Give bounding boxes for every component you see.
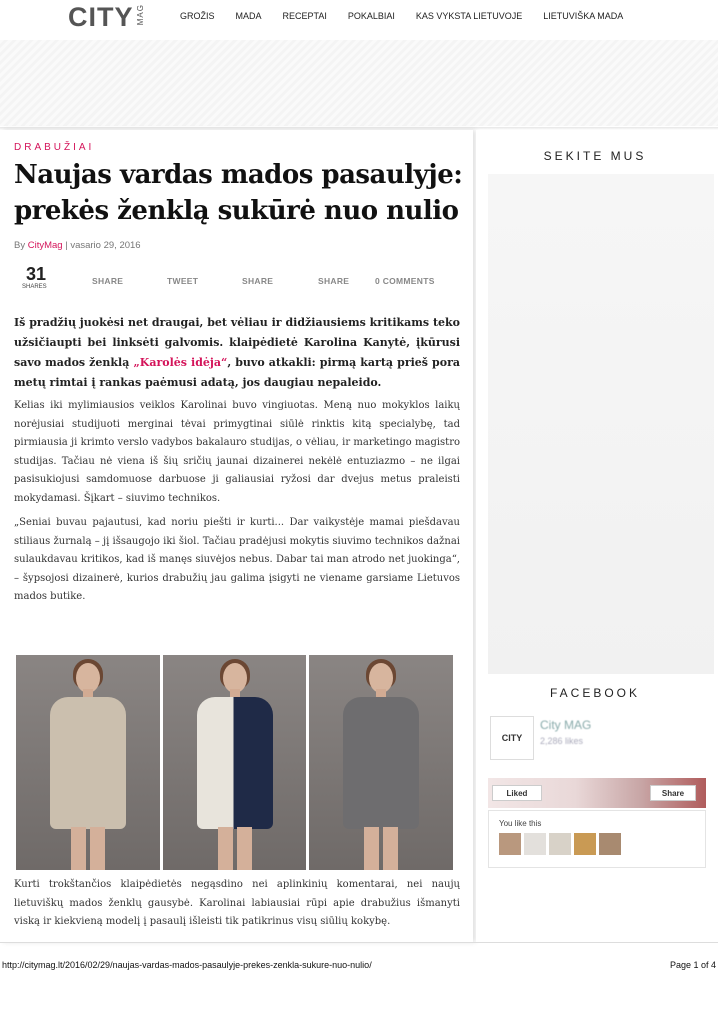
fb-friend-faces (499, 833, 621, 855)
tweet-button[interactable]: TWEET (167, 276, 199, 286)
main-nav (180, 11, 644, 21)
friend-avatar[interactable] (574, 833, 596, 855)
fb-liked-button[interactable] (492, 785, 542, 801)
model-legs (71, 827, 105, 870)
fb-share-button[interactable] (650, 785, 696, 801)
share-facebook-button[interactable]: SHARE (92, 276, 124, 286)
lead-text-start: Iš pradžių juokėsi net draugai, bet vėliau ir didžiausiems kritikams teko užsičiaupti bei linksėti galvomis. klaipėdietė Karolina Kanytė, įkūrusi savo mados ženklą (14, 316, 460, 369)
fb-you-like-text: You like this (499, 819, 542, 828)
fb-like-count: 2,286 likes (540, 736, 584, 746)
nav-item-lietuviska-mada[interactable]: LIETUVIŠKA MADA (543, 11, 624, 21)
byline-prefix: By (14, 240, 28, 251)
friend-avatar[interactable] (524, 833, 546, 855)
friend-avatar[interactable] (599, 833, 621, 855)
article-lead (14, 313, 460, 393)
brand-link[interactable]: „Karolės idėja“ (133, 356, 228, 369)
comments-link[interactable]: 0 COMMENTS (375, 276, 435, 286)
share-count-label: SHARES (22, 284, 47, 290)
share-bar (14, 264, 464, 294)
page-url: http://citymag.lt/2016/02/29/naujas-vardas-mados-pasaulyje-prekes-zenkla-sukure-nuo-nulio/ (2, 960, 372, 970)
article-paragraph-2: „Seniai buvau pajautusi, kad noriu piešti ir kurti... Dar vaikystėje mamai piešdavau stiliaus žurnalą – jį išsaugojo iki šiol. Tačiau pradėjusi mokytis siuvimo technikos dažnai sulaukdavau kritikos, kad iš manęs siuvėjos nebus. Dabar tai man atrodo net juokinga“, – šypsojosi dizainerė, kurios drabužių jau galima įsigyti ne viename garsiame Lietuvos mados butike. (14, 517, 460, 602)
share-google-button[interactable]: SHARE (242, 276, 274, 286)
article-byline (14, 240, 141, 251)
fb-liked-label: Liked (506, 788, 528, 798)
model-legs (218, 827, 252, 870)
dress-photo-grey[interactable] (309, 655, 453, 870)
page-number: Page 1 of 4 (669, 960, 716, 970)
author-link[interactable]: CityMag (27, 240, 63, 251)
nav-item-mada[interactable]: MADA (235, 11, 262, 21)
dress-photo-beige[interactable] (16, 655, 160, 870)
dress-shape (343, 697, 419, 829)
logo-subtext: MAG (135, 4, 145, 26)
dress-shape (50, 697, 126, 829)
sidebar (476, 130, 718, 942)
article-title: Naujas vardas mados pasaulyje: prekės ženklą sukūrė nuo nulio (14, 160, 463, 226)
fb-friends-box (488, 810, 706, 868)
dress-photo-gallery (16, 655, 453, 870)
footer-divider (0, 942, 718, 943)
follow-us-widget (488, 174, 714, 674)
share-count: 31 (26, 264, 47, 284)
logo-text: CITY (68, 2, 134, 32)
lead-text-end: , buvo atkakli: pirmą kartą prieš pora metų rimtai į rankas paėmusi adatą, jos daugiau nepaleido. (14, 356, 461, 389)
friend-avatar[interactable] (549, 833, 571, 855)
site-logo[interactable] (68, 2, 145, 34)
model-legs (364, 827, 398, 870)
article-category[interactable]: DRABUŽIAI (14, 142, 95, 153)
article-paragraph-3: Kurti trokštančios klaipėdietės negąsdino nei aplinkinių komentarai, nei naujų lietuviškų mados ženklų gausybė. Karolinai labiausiai rūpi apie drabužius išmanyti viską ir kiekvieną modelį į pasaulį išleisti tik patikrinus visų siūlių kokybę. (14, 879, 460, 927)
follow-us-title: SEKITE MUS (543, 149, 647, 163)
ad-banner (0, 40, 718, 126)
fb-page-avatar[interactable] (490, 716, 534, 760)
article-date: vasario 29, 2016 (70, 240, 141, 251)
facebook-page-widget (488, 708, 706, 838)
top-navigation-bar (0, 0, 718, 40)
fb-page-header (488, 708, 706, 764)
dress-photo-navy-white[interactable] (163, 655, 307, 870)
friend-avatar[interactable] (499, 833, 521, 855)
nav-item-grozis[interactable]: GROŽIS (180, 11, 215, 21)
fb-avatar-text: CITY (501, 733, 523, 743)
article-paragraph-1: Kelias iki mylimiausios veiklos Karolinai buvo vingiuotas. Meną nuo mokyklos laikų norėjusiai studijuoti merginai tėvai primygtinai siūlė rinktis kitą specialybę, tad pirmiausia ji krimto verslo vadybos bakalauro studijas, o vėliau, ir marketingo magistro studijas. Tačiau nė viena iš šių sričių jaunai dizainerei nekėlė entuziazmo – ne ilgai pasisukiojusi samdomuose darbuose ji galiausiai ryžosi dar dvejus metus praleisti mokydamasi. Šįkart – siuvimo technikos. (14, 400, 460, 504)
nav-item-pokalbiai[interactable]: POKALBIAI (347, 11, 395, 21)
article (0, 130, 473, 942)
nav-item-receptai[interactable]: RECEPTAI (282, 11, 327, 21)
dress-shape (197, 697, 273, 829)
nav-item-kas-vyksta-lietuvoje[interactable]: KAS VYKSTA LIETUVOJE (415, 11, 523, 21)
facebook-title: FACEBOOK (549, 686, 641, 700)
fb-page-name[interactable]: City MAG (540, 718, 592, 732)
byline-separator: | (62, 240, 71, 251)
share-pinterest-button[interactable]: SHARE (318, 276, 350, 286)
fb-share-label: Share (661, 788, 685, 798)
